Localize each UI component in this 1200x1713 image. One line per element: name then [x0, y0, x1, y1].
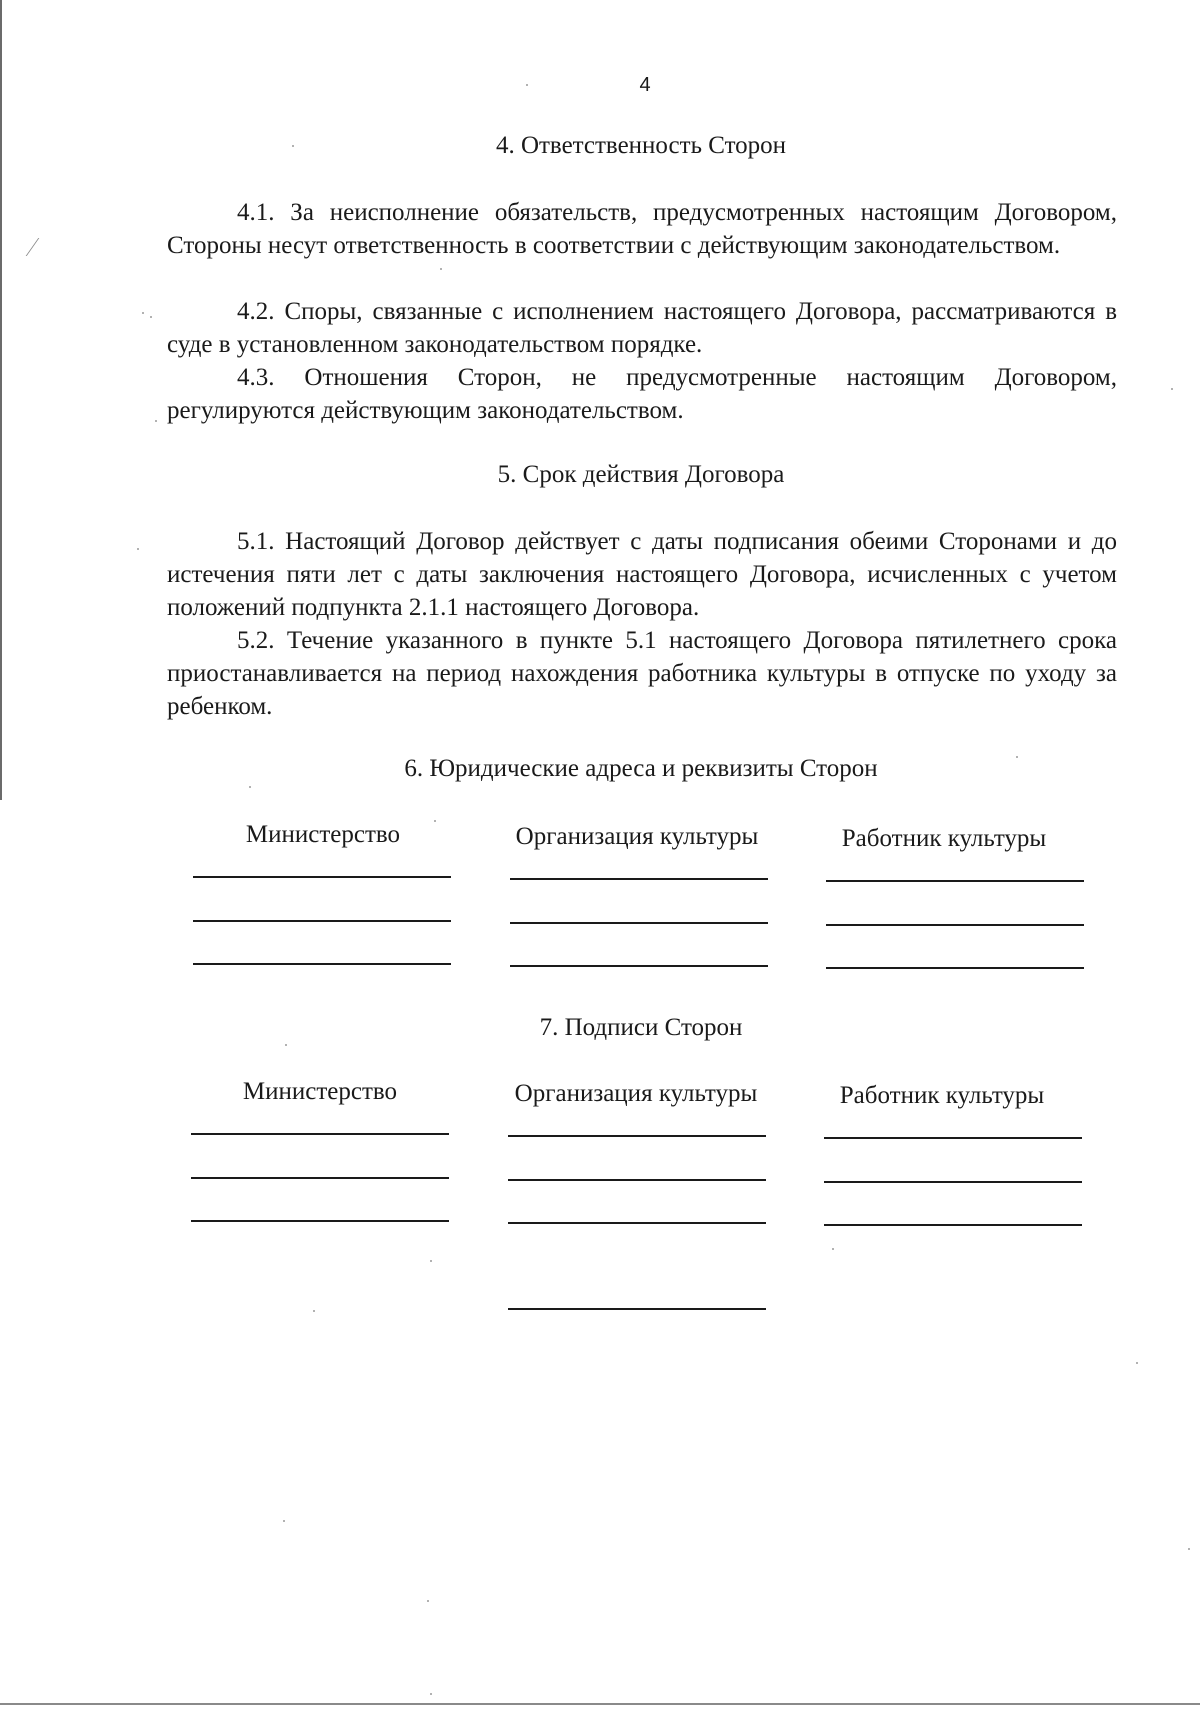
scan-speck [430, 1260, 432, 1262]
scan-speck [150, 316, 152, 318]
clause-5-1: 5.1. Настоящий Договор действует с даты подписания обеими Сторонами и до истечения пяти лет с даты заключения настоящего Договора, исчисленных с учетом положений подпункта 2.1.1 настоящего Договора. [167, 528, 1117, 621]
s7-ministry-line-2 [191, 1177, 449, 1179]
s6-org-line-2 [510, 922, 768, 924]
scan-speck [292, 145, 294, 147]
s7-org-line-4 [508, 1308, 766, 1310]
scan-left-edge [0, 0, 2, 800]
s6-worker-line-3 [826, 967, 1084, 969]
s6-party-organization: Организация культуры [515, 823, 759, 850]
clause-4-1: 4.1. За неисполнение обязательств, предусмотренных настоящим Договором, Стороны несут ответственность в соответствии с действующим законодательством. [167, 199, 1117, 259]
s6-ministry-line-3 [193, 963, 451, 965]
scan-speck [142, 312, 144, 314]
s6-org-line-1 [510, 878, 768, 880]
s7-ministry-line-1 [191, 1133, 449, 1135]
scan-speck [313, 1310, 315, 1312]
s7-party-worker: Работник культуры [839, 1082, 1045, 1109]
scan-speck [430, 1693, 432, 1695]
s7-worker-line-2 [824, 1181, 1082, 1183]
s6-worker-line-1 [826, 880, 1084, 882]
s7-party-organization: Организация культуры [514, 1080, 758, 1107]
scan-speck [427, 1600, 429, 1602]
section-5-title: 5. Срок действия Договора [497, 461, 785, 488]
scan-speck [249, 786, 251, 788]
s6-org-line-3 [510, 965, 768, 967]
s7-org-line-3 [508, 1222, 766, 1224]
s7-party-ministry: Министерство [242, 1078, 398, 1105]
scan-speck [285, 1044, 287, 1046]
s6-worker-line-2 [826, 924, 1084, 926]
s6-ministry-line-2 [193, 920, 451, 922]
scan-speck [1188, 1548, 1190, 1550]
section-4-title: 4. Ответственность Сторон [495, 132, 787, 159]
scan-speck [283, 1520, 285, 1522]
scan-bottom-edge [0, 1703, 1200, 1705]
scan-speck [1136, 1362, 1138, 1364]
scan-speck [440, 268, 442, 270]
s7-ministry-line-3 [191, 1220, 449, 1222]
clause-4-3: 4.3. Отношения Сторон, не предусмотренные настоящим Договором, регулируются действующим законодательством. [167, 364, 1117, 424]
s7-worker-line-1 [824, 1137, 1082, 1139]
page-number: 4 [639, 74, 651, 96]
s6-party-ministry: Министерство [245, 821, 401, 848]
section-6-title: 6. Юридические адреса и реквизиты Сторон [404, 755, 878, 782]
clause-5-2: 5.2. Течение указанного в пункте 5.1 настоящего Договора пятилетнего срока приостанавливается на период нахождения работника культуры в отпуске по уходу за ребенком. [167, 627, 1117, 720]
section-7-title: 7. Подписи Сторон [539, 1014, 743, 1041]
clause-4-2: 4.2. Споры, связанные с исполнением настоящего Договора, рассматриваются в суде в установленном законодательством порядке. [167, 298, 1117, 358]
scan-speck [155, 420, 157, 422]
scan-speck [1171, 388, 1173, 390]
scan-pen-mark [26, 238, 52, 256]
s6-party-worker: Работник культуры [841, 825, 1047, 852]
s6-ministry-line-1 [193, 876, 451, 878]
s7-worker-line-3 [824, 1224, 1082, 1226]
s7-org-line-1 [508, 1135, 766, 1137]
scan-speck [137, 548, 139, 550]
scan-speck [1016, 756, 1018, 758]
s7-org-line-2 [508, 1179, 766, 1181]
scan-speck [434, 820, 436, 822]
scan-speck [832, 1248, 834, 1250]
scan-speck [526, 84, 528, 86]
